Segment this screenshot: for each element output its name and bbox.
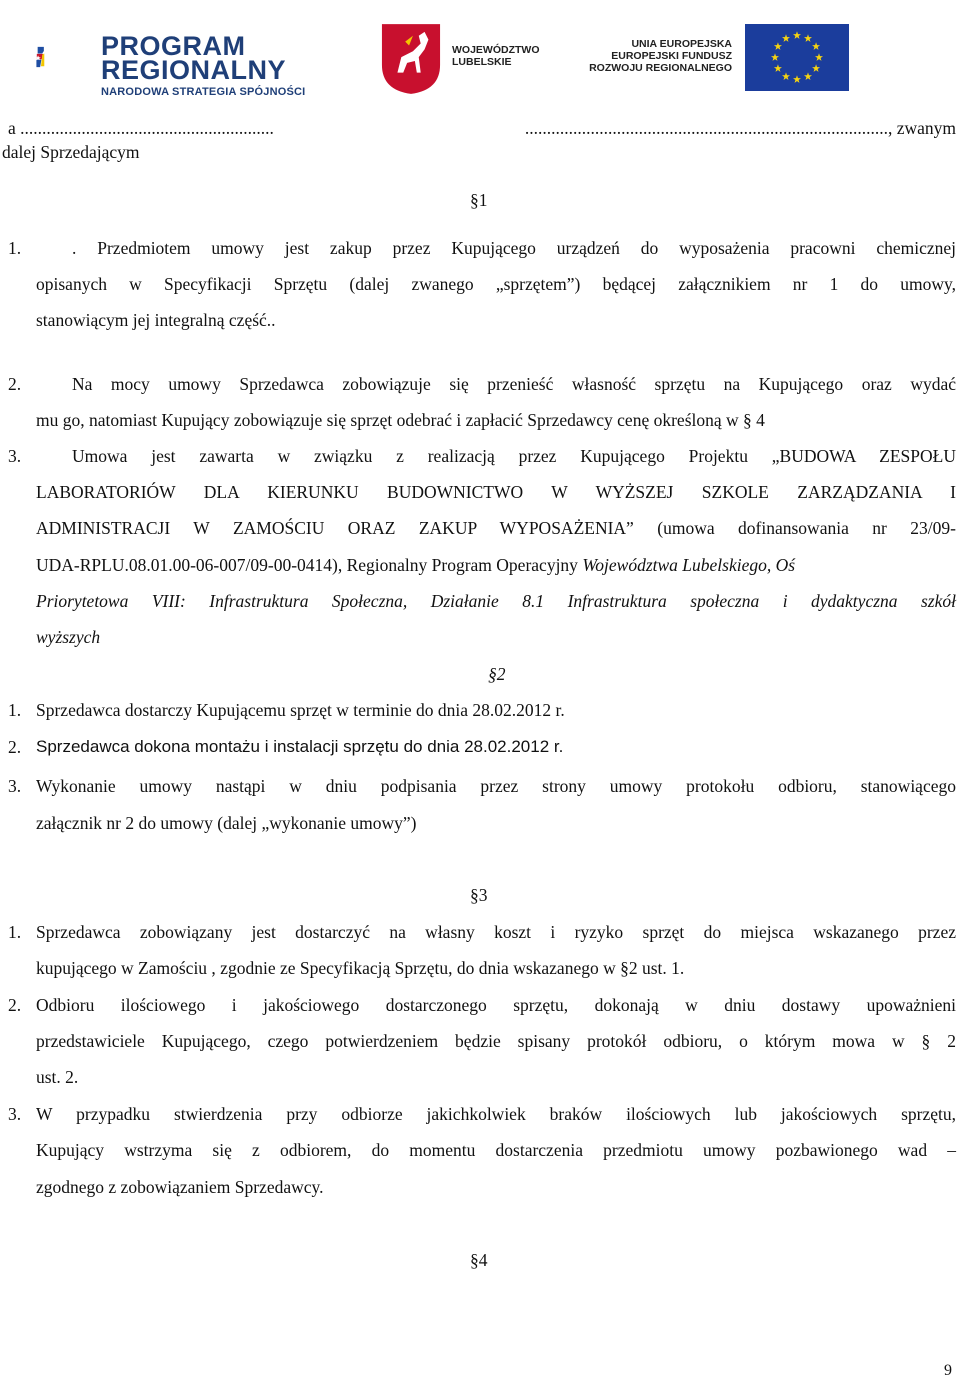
s3-p3-line2: Kupujący wstrzyma się z odbiorem, do momentu dostarczenia przedmiotu umowy pozbawionego wad –: [36, 1140, 956, 1160]
eu-line3: ROZWOJU REGIONALNEGO: [589, 62, 732, 74]
s1-p1-line3: stanowiącym jej integralną część..: [36, 310, 276, 330]
s3-p2-line3: ust. 2.: [36, 1067, 79, 1087]
lubelskie-coat-of-arms-icon: [380, 22, 442, 96]
s1-p3-line4-italic: Województwa Lubelskiego, Oś: [582, 555, 796, 575]
eu-star-icon: [812, 64, 820, 72]
s2-p3-line1: Wykonanie umowy nastąpi w dniu podpisania przez strony umowy protokołu odbioru, stanowiącego: [36, 776, 956, 796]
s1-p2-line1: Na mocy umowy Sprzedawca zobowiązuje się przenieść własność sprzętu na Kupującego oraz wydać: [72, 374, 956, 394]
s1-p3-line5: Priorytetowa VIII: Infrastruktura Społeczna, Działanie 8.1 Infrastruktura społeczna i dydaktyczna szkół: [36, 591, 956, 611]
s1-p3-line4-regular: UDA-RPLU.08.01.00-06-007/09-00-0414), Regionalny Program Operacyjny: [36, 555, 583, 575]
eu-star-icon: [782, 34, 790, 42]
section-heading-4: §4: [470, 1250, 488, 1270]
eu-star-icon: [812, 42, 820, 50]
eu-star-icon: [793, 75, 801, 83]
s2-p1-number: 1.: [8, 700, 22, 720]
s1-p3-number: 3.: [8, 446, 22, 466]
s1-p1-line1: . Przedmiotem umowy jest zakup przez Kupującego urządzeń do wyposażenia pracowni chemicznej: [72, 238, 956, 258]
s3-p2-number: 2.: [8, 995, 22, 1015]
s2-p1: Sprzedawca dostarczy Kupującemu sprzęt w terminie do dnia 28.02.2012 r.: [36, 700, 565, 720]
section-heading-3: §3: [470, 885, 488, 905]
s1-p1-number: 1.: [8, 238, 22, 258]
eu-star-icon: [804, 34, 812, 42]
s2-p3-number: 3.: [8, 776, 22, 796]
eu-star-icon: [771, 53, 779, 61]
eu-star-icon: [815, 53, 823, 61]
intro-left: a ..........................................................: [8, 118, 274, 138]
s3-p3-number: 3.: [8, 1104, 22, 1124]
program-subtitle: NARODOWA STRATEGIA SPÓJNOŚCI: [101, 86, 306, 98]
s1-p3-line6: wyższych: [36, 627, 101, 647]
eu-line2: EUROPEJSKI FUNDUSZ: [611, 50, 732, 62]
voivodeship-line1: WOJEWÓDZTWO: [452, 44, 540, 56]
s3-p1-line2: kupującego w Zamościu , zgodnie ze Specyfikacją Sprzętu, do dnia wskazanego w §2 ust. 1.: [36, 958, 685, 978]
program-regionalny-logo: [36, 6, 98, 108]
s1-p3-line2: LABORATORIÓW DLA KIERUNKU BUDOWNICTWO W WYŻSZEJ SZKOLE ZARZĄDZANIA I: [36, 482, 956, 502]
s1-p3-line3: ADMINISTRACJI W ZAMOŚCIU ORAZ ZAKUP WYPOSAŻENIA” (umowa dofinansowania nr 23/09-: [36, 518, 956, 538]
intro-right: ..................................................................................., zwanym: [524, 118, 956, 138]
eu-line1: UNIA EUROPEJSKA: [631, 38, 732, 50]
s3-p3-line1: W przypadku stwierdzenia przy odbiorze jakichkolwiek braków ilościowych lub jakościowych sprzętu,: [36, 1104, 956, 1124]
eu-fund-text: [589, 38, 732, 74]
s3-p1-line1: Sprzedawca zobowiązany jest dostarczyć na własny koszt i ryzyko sprzęt do miejsca wskazanego przez: [36, 922, 956, 942]
voivodeship-line2: LUBELSKIE: [452, 56, 512, 68]
s3-p2-line1: Odbioru ilościowego i jakościowego dostarczonego sprzętu, dokonają w dniu dostawy upoważnieni: [36, 995, 956, 1015]
s1-p2-line2: mu go, natomiast Kupujący zobowiązuje się sprzęt odebrać i zapłacić Sprzedawcy cenę określoną w § 4: [36, 410, 765, 430]
s3-p1-number: 1.: [8, 922, 22, 942]
program-title-line2: REGIONALNY: [101, 55, 287, 85]
eu-star-icon: [774, 42, 782, 50]
s1-p1-line2: opisanych w Specyfikacji Sprzętu (dalej zwanego „sprzętem”) będącej załącznikiem nr 1 do umowy,: [36, 274, 956, 294]
s2-p2-number: 2.: [8, 737, 22, 757]
page-header: [0, 0, 960, 112]
page-number: 9: [944, 1362, 952, 1379]
s3-p2-line2: przedstawiciele Kupującego, czego potwierdzeniem będzie spisany protokół odbioru, o którym mowa w § 2: [36, 1031, 956, 1051]
voivodeship-name: [452, 44, 540, 68]
intro-line2: dalej Sprzedającym: [2, 142, 140, 162]
s3-p3-line3: zgodnego z zobowiązaniem Sprzedawcy.: [36, 1177, 324, 1197]
eu-star-icon: [782, 72, 790, 80]
section-heading-1: §1: [470, 190, 488, 210]
s1-p3-line4: [36, 547, 795, 583]
s2-p2: Sprzedawca dokona montażu i instalacji sprzętu do dnia 28.02.2012 r.: [36, 737, 564, 756]
eu-star-icon: [793, 31, 801, 39]
s1-p3-line1: Umowa jest zawarta w związku z realizacją przez Kupującego Projektu „BUDOWA ZESPOŁU: [72, 446, 956, 466]
eu-star-icon: [774, 64, 782, 72]
s1-p2-number: 2.: [8, 374, 22, 394]
s2-p3-line2: załącznik nr 2 do umowy (dalej „wykonanie umowy”): [36, 813, 417, 833]
section-heading-2: §2: [488, 664, 506, 684]
eu-flag-icon: [745, 24, 849, 91]
program-title-line1: PROGRAM: [101, 31, 246, 61]
eu-star-icon: [804, 72, 812, 80]
